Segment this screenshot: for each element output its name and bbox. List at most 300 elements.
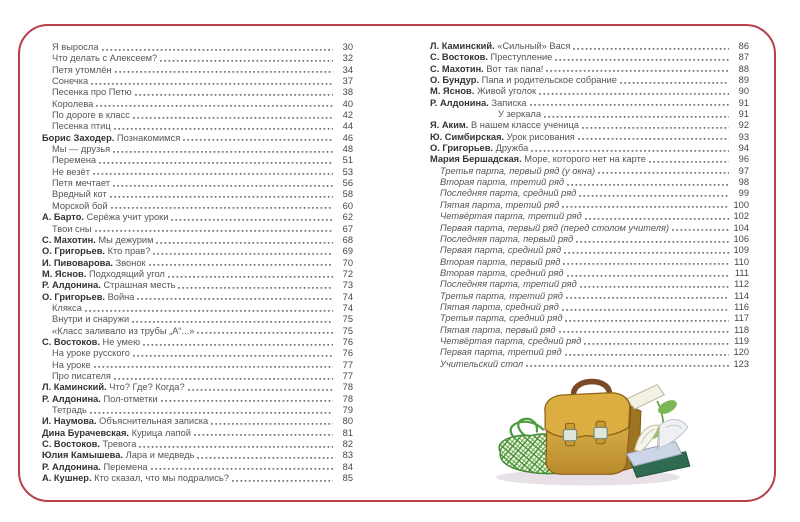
toc-leader-dots: [576, 234, 729, 245]
toc-page-number: 68: [342, 234, 353, 245]
toc-leader-dots: [156, 235, 333, 246]
toc-row: [430, 291, 749, 302]
toc-page-number: 112: [734, 279, 749, 290]
toc-page-number: 90: [738, 86, 749, 97]
toc-page-number: 69: [342, 246, 353, 257]
toc-entry-title: Мы — друзья: [52, 144, 111, 155]
toc-page-number: 110: [734, 256, 749, 267]
toc-leader-dots: [111, 201, 333, 212]
toc-row: [430, 257, 749, 268]
toc-entry-title: Последняя парта, средний ряд: [440, 188, 577, 199]
toc-row: [42, 189, 353, 200]
toc-row: [430, 223, 749, 234]
toc-entry-title: Пятая парта, первый ряд: [440, 324, 556, 335]
toc-entry-title: «Класс заливало из трубы „А“...»: [52, 325, 195, 336]
toc-entry-title: Клякса: [52, 302, 82, 313]
toc-row: [430, 359, 749, 370]
toc-row: [430, 98, 749, 109]
toc-leader-dots: [620, 75, 729, 86]
toc-leader-dots: [90, 405, 333, 416]
toc-page-number: 34: [342, 64, 353, 75]
toc-entry-title: Сонечка: [52, 76, 89, 87]
toc-leader-dots: [85, 303, 333, 314]
toc-entry-title: Что делать с Алексеем?: [52, 53, 158, 64]
toc-left-column: [42, 42, 353, 484]
toc-page-number: 82: [342, 439, 353, 450]
toc-leader-dots: [171, 212, 333, 223]
toc-entry-title: Королева: [52, 98, 94, 109]
toc-leader-dots: [93, 167, 333, 178]
toc-leader-dots: [183, 133, 333, 144]
toc-leader-dots: [562, 302, 729, 313]
toc-page-number: 74: [342, 291, 353, 302]
toc-page-number: 40: [342, 98, 353, 109]
toc-entry-title: Третья парта, третий ряд: [440, 290, 563, 301]
toc-row: [42, 428, 353, 439]
toc-entry-title: Пятая парта, третий ряд: [440, 199, 560, 210]
toc-row: [42, 133, 353, 144]
toc-leader-dots: [573, 41, 729, 52]
toc-leader-dots: [539, 86, 729, 97]
toc-leader-dots: [526, 359, 729, 370]
toc-row: [42, 462, 353, 473]
toc-entry-author: С. Махотин.: [430, 63, 487, 74]
school-satchel-illustration: [486, 372, 700, 490]
toc-entry-author: Р. Алдонина.: [42, 393, 104, 404]
toc-entry-title: И. Пивоварова. Звонок: [42, 257, 146, 268]
toc-leader-dots: [137, 292, 333, 303]
toc-entry-author: А. Кушнер.: [42, 473, 95, 484]
toc-page-number: 118: [734, 324, 749, 335]
toc-entry-title: Мария Бершадская. Море, которого нет на карте: [430, 154, 646, 165]
toc-leader-dots: [530, 98, 729, 109]
toc-entry-author: Л. Каминский.: [42, 382, 110, 393]
toc-entry-author: Ю. Симбирская.: [430, 131, 507, 142]
toc-entry-author: М. Яснов.: [430, 86, 477, 97]
toc-entry-author: Дина Бурачевская.: [42, 427, 132, 438]
toc-entry-title: Первая парта, третий ряд: [440, 347, 562, 358]
toc-row: [430, 41, 749, 52]
toc-entry-title: Ю. Симбирская. Урок рисования: [430, 131, 575, 142]
toc-leader-dots: [672, 223, 729, 234]
toc-page-number: 46: [342, 132, 353, 143]
toc-row: [42, 235, 353, 246]
toc-row: [42, 473, 353, 484]
toc-leader-dots: [567, 177, 729, 188]
toc-row: [430, 302, 749, 313]
toc-entry-title: Вторая парта, средний ряд: [440, 267, 564, 278]
toc-page-number: 93: [738, 131, 749, 142]
toc-entry-title: Дина Бурачевская. Курица лапой: [42, 427, 191, 438]
toc-row: [42, 371, 353, 382]
toc-leader-dots: [115, 65, 333, 76]
toc-page-number: 30: [342, 42, 353, 52]
toc-leader-dots: [232, 473, 333, 484]
toc-entry-title: С. Востоков. Не умею: [42, 336, 141, 347]
toc-page-number: 76: [342, 336, 353, 347]
toc-leader-dots: [113, 178, 333, 189]
toc-entry-title: С. Махотин. Вот так папа!: [430, 63, 544, 74]
toc-entry-title: М. Яснов. Подходящий угол: [42, 268, 165, 279]
toc-entry-author: Мария Бершадская.: [430, 154, 525, 165]
toc-entry-title: Учительский стол: [440, 358, 524, 369]
toc-entry-title: О. Григорьев. Кто прав?: [42, 246, 151, 257]
toc-row: [42, 224, 353, 235]
toc-leader-dots: [178, 280, 333, 291]
toc-row: [42, 42, 353, 53]
toc-page-number: 72: [342, 268, 353, 279]
toc-leader-dots: [149, 258, 333, 269]
toc-leader-dots: [139, 439, 333, 450]
toc-page-number: 44: [342, 121, 353, 132]
toc-row: [430, 166, 749, 177]
toc-row: [430, 211, 749, 222]
toc-entry-author: Борис Заходер.: [42, 132, 117, 143]
toc-row: [430, 86, 749, 97]
toc-entry-title: Я. Аким. В нашем классе ученица: [430, 120, 579, 131]
toc-entry-author: О. Григорьев.: [42, 291, 108, 302]
toc-row: [430, 120, 749, 131]
toc-leader-dots: [188, 382, 333, 393]
toc-page-number: 85: [342, 473, 353, 484]
toc-leader-dots: [578, 132, 729, 143]
toc-entry-title: Вторая парта, первый ряд: [440, 256, 561, 267]
toc-page-number: 89: [738, 75, 749, 86]
toc-leader-dots: [132, 314, 333, 325]
toc-row: [42, 110, 353, 121]
toc-entry-title: Не везёт: [52, 166, 90, 177]
toc-row: [430, 245, 749, 256]
toc-page-number: 79: [342, 405, 353, 415]
toc-leader-dots: [531, 143, 729, 154]
toc-row: [42, 53, 353, 64]
toc-page-number: 37: [342, 76, 353, 87]
book-spread: [18, 24, 776, 502]
toc-leader-dots: [585, 211, 729, 222]
toc-leader-dots: [559, 325, 729, 336]
toc-leader-dots: [113, 144, 333, 155]
toc-entry-title: М. Яснов. Живой уголок: [430, 86, 537, 97]
toc-page-number: 67: [342, 223, 353, 234]
toc-page-number: 38: [342, 87, 353, 98]
toc-page-number: 97: [738, 165, 749, 176]
toc-row: [430, 132, 749, 143]
toc-leader-dots: [133, 110, 333, 121]
toc-entry-author: И. Пивоварова.: [42, 257, 116, 268]
toc-page-number: 42: [342, 110, 353, 121]
toc-entry-title: Четвёртая парта, средний ряд: [440, 335, 582, 346]
toc-page-number: 102: [733, 211, 749, 222]
toc-row: [42, 87, 353, 98]
toc-entry-title: Песенка про Петю: [52, 87, 132, 98]
toc-leader-dots: [565, 347, 729, 358]
toc-entry-author: М. Яснов.: [42, 268, 89, 279]
toc-page-number: 99: [738, 188, 749, 199]
toc-page-number: 94: [738, 143, 749, 154]
toc-page-number: 96: [738, 154, 749, 165]
toc-entry-title: Вторая парта, третий ряд: [440, 177, 565, 188]
toc-entry-title: Пятая парта, средний ряд: [440, 301, 559, 312]
toc-page-number: 74: [342, 302, 353, 313]
toc-page-number: 114: [734, 290, 749, 301]
toc-entry-author: С. Востоков.: [430, 52, 491, 63]
toc-page-number: 58: [342, 189, 353, 200]
toc-row: [430, 268, 749, 279]
toc-row: [42, 450, 353, 461]
toc-entry-title: Последняя парта, третий ряд: [440, 279, 577, 290]
toc-row: [430, 234, 749, 245]
toc-row: [42, 246, 353, 257]
toc-page-number: 83: [342, 450, 353, 461]
toc-page-number: 62: [342, 212, 353, 223]
toc-leader-dots: [555, 52, 729, 63]
toc-page-number: 56: [342, 178, 353, 189]
toc-leader-dots: [544, 109, 729, 120]
toc-row: [42, 405, 353, 416]
toc-row: [42, 269, 353, 280]
toc-entry-title: С. Махотин. Мы дежурим: [42, 234, 154, 245]
toc-row: [42, 394, 353, 405]
toc-leader-dots: [194, 428, 333, 439]
toc-row: [42, 201, 353, 212]
toc-leader-dots: [133, 348, 333, 359]
toc-leader-dots: [114, 121, 333, 132]
toc-page-number: 70: [342, 257, 353, 268]
toc-leader-dots: [564, 245, 729, 256]
toc-entry-author: С. Востоков.: [42, 336, 103, 347]
toc-row: [430, 154, 749, 165]
toc-row: [42, 348, 353, 359]
toc-row: [430, 279, 749, 290]
toc-leader-dots: [143, 337, 333, 348]
toc-entry-title: О. Бундур. Папа и родительское собрание: [430, 75, 617, 86]
toc-entry-title: А. Кушнер. Кто сказал, что мы подрались?: [42, 473, 229, 484]
toc-page-number: 86: [738, 41, 749, 51]
toc-leader-dots: [94, 360, 333, 371]
toc-row: [42, 167, 353, 178]
toc-entry-author: Р. Алдонина.: [42, 461, 104, 472]
toc-leader-dots: [153, 246, 333, 257]
toc-row: [42, 292, 353, 303]
toc-page-number: 77: [342, 370, 353, 381]
toc-leader-dots: [160, 53, 333, 64]
toc-entry-title: Первая парта, первый ряд (перед столом учителя): [440, 222, 670, 233]
toc-entry-title: Р. Алдонина. Перемена: [42, 461, 148, 472]
toc-row: [42, 155, 353, 166]
toc-leader-dots: [546, 64, 729, 75]
toc-leader-dots: [566, 291, 729, 302]
toc-entry-title: По дороге в класс: [52, 110, 130, 121]
toc-page-number: 119: [734, 335, 749, 346]
toc-page-number: 51: [342, 155, 353, 166]
toc-page-number: 78: [342, 382, 353, 393]
toc-entry-author: Р. Алдонина.: [430, 97, 492, 108]
toc-leader-dots: [579, 188, 729, 199]
toc-row: [430, 200, 749, 211]
toc-leader-dots: [161, 394, 333, 405]
toc-leader-dots: [649, 154, 729, 165]
toc-page-number: 92: [738, 120, 749, 131]
toc-entry-title: Петя мечтает: [52, 178, 110, 189]
toc-leader-dots: [99, 155, 333, 166]
toc-row: [42, 314, 353, 325]
toc-row: [430, 109, 749, 120]
toc-leader-dots: [197, 450, 333, 461]
toc-page-number: 87: [738, 52, 749, 63]
toc-entry-title: Четвёртая парта, третий ряд: [440, 211, 582, 222]
toc-entry-author: Я. Аким.: [430, 120, 471, 131]
toc-entry-title: Про писателя: [52, 370, 111, 381]
toc-page-number: 73: [342, 280, 353, 291]
toc-page-number: 104: [733, 222, 749, 233]
toc-entry-title: Л. Каминский. Что? Где? Когда?: [42, 382, 185, 393]
toc-entry-author: О. Григорьев.: [42, 246, 108, 257]
toc-entry-title: На уроке: [52, 359, 91, 370]
toc-page-number: 91: [738, 97, 749, 108]
toc-leader-dots: [563, 257, 729, 268]
toc-entry-title: Перемена: [52, 155, 97, 166]
toc-entry-title: Р. Алдонина. Страшная месть: [42, 280, 176, 291]
toc-entry-title: И. Наумова. Объяснительная записка: [42, 416, 209, 427]
toc-page-number: 60: [342, 200, 353, 211]
toc-page-number: 91: [738, 109, 749, 120]
toc-leader-dots: [135, 87, 333, 98]
toc-leader-dots: [151, 462, 333, 473]
toc-entry-title: Третья парта, средний ряд: [440, 313, 563, 324]
toc-leader-dots: [168, 269, 333, 280]
toc-page-number: 81: [342, 427, 353, 438]
toc-leader-dots: [96, 99, 333, 110]
toc-leader-dots: [197, 326, 333, 337]
toc-row: [430, 336, 749, 347]
toc-page-number: 109: [733, 245, 749, 256]
toc-row: [430, 325, 749, 336]
toc-row: [42, 280, 353, 291]
toc-row: [430, 75, 749, 86]
toc-entry-title: Петя утомлён: [52, 64, 112, 75]
toc-row: [430, 64, 749, 75]
toc-row: [430, 347, 749, 358]
toc-entry-title: О. Григорьев. Война: [42, 291, 135, 302]
toc-entry-author: С. Махотин.: [42, 234, 99, 245]
toc-row: [42, 326, 353, 337]
toc-row: [430, 52, 749, 63]
toc-leader-dots: [114, 371, 333, 382]
toc-leader-dots: [211, 416, 333, 427]
toc-entry-title: Тетрадь: [52, 405, 87, 415]
toc-page-number: 123: [733, 358, 749, 369]
toc-entry-author: С. Востоков.: [42, 439, 103, 450]
toc-row: [42, 303, 353, 314]
toc-entry-title: Я выросла: [52, 42, 99, 52]
toc-page-number: 116: [734, 301, 749, 312]
toc-entry-author: Юлия Камышева.: [42, 450, 126, 461]
toc-row: [42, 337, 353, 348]
toc-page-number: 75: [342, 325, 353, 336]
toc-entry-title: Р. Алдонина. Записка: [430, 97, 527, 108]
toc-entry-title: С. Востоков. Тревога: [42, 439, 137, 450]
toc-entry-author: А. Барто.: [42, 212, 87, 223]
toc-page-number: 117: [734, 313, 749, 324]
toc-entry-title: На уроке русского: [52, 348, 130, 359]
toc-entry-title: Л. Каминский. «Сильный» Вася: [430, 41, 571, 51]
toc-entry-author: Л. Каминский.: [430, 41, 498, 51]
toc-page-number: 100: [733, 199, 749, 210]
toc-right-column: [430, 41, 749, 370]
toc-page-number: 98: [738, 177, 749, 188]
toc-entry-title: Последняя парта, первый ряд: [440, 233, 574, 244]
toc-entry-author: О. Бундур.: [430, 75, 482, 86]
toc-row: [430, 143, 749, 154]
toc-entry-title: Первая парта, средний ряд: [440, 245, 562, 256]
toc-row: [430, 188, 749, 199]
toc-leader-dots: [598, 166, 729, 177]
toc-page-number: 120: [733, 347, 749, 358]
toc-row: [42, 360, 353, 371]
toc-row: [42, 382, 353, 393]
toc-leader-dots: [95, 224, 333, 235]
toc-row: [42, 439, 353, 450]
toc-leader-dots: [582, 120, 729, 131]
toc-entry-title: С. Востоков. Преступление: [430, 52, 553, 63]
toc-leader-dots: [102, 42, 333, 53]
toc-page-number: 111: [734, 267, 749, 278]
toc-page-number: 77: [342, 359, 353, 370]
toc-page-number: 80: [342, 416, 353, 427]
toc-row: [42, 121, 353, 132]
toc-page-number: 88: [738, 63, 749, 74]
toc-entry-title: Юлия Камышева. Лара и медведь: [42, 450, 195, 461]
toc-entry-author: И. Наумова.: [42, 416, 100, 427]
toc-page-number: 84: [342, 461, 353, 472]
toc-page-number: 48: [342, 144, 353, 155]
toc-row: [430, 177, 749, 188]
toc-entry-title: Песенка птиц: [52, 121, 111, 132]
toc-leader-dots: [567, 268, 729, 279]
toc-entry-title: Р. Алдонина. Пол-отметки: [42, 393, 158, 404]
toc-row: [42, 416, 353, 427]
toc-page-number: 106: [733, 233, 749, 244]
toc-row: [42, 144, 353, 155]
toc-entry-title: Третья парта, первый ряд (у окна): [440, 165, 596, 176]
toc-row: [42, 65, 353, 76]
toc-entry-title: Вредный кот: [52, 189, 107, 200]
toc-page-number: 53: [342, 166, 353, 177]
toc-page-number: 32: [342, 53, 353, 64]
toc-row: [42, 258, 353, 269]
toc-page-number: 78: [342, 393, 353, 404]
toc-entry-title: У зеркала: [498, 109, 542, 120]
toc-row: [42, 212, 353, 223]
toc-entry-title: О. Григорьев. Дружба: [430, 143, 529, 154]
toc-entry-title: Внутри и снаружи: [52, 314, 130, 325]
toc-entry-title: Твои сны: [52, 223, 92, 234]
toc-leader-dots: [565, 313, 729, 324]
toc-leader-dots: [91, 76, 333, 87]
toc-entry-author: Р. Алдонина.: [42, 280, 104, 291]
toc-entry-title: А. Барто. Серёжа учит уроки: [42, 212, 169, 223]
toc-leader-dots: [110, 189, 333, 200]
toc-leader-dots: [580, 279, 729, 290]
toc-leader-dots: [584, 336, 729, 347]
toc-row: [42, 178, 353, 189]
toc-page-number: 75: [342, 314, 353, 325]
toc-row: [42, 99, 353, 110]
toc-row: [430, 313, 749, 324]
toc-entry-author: О. Григорьев.: [430, 143, 496, 154]
toc-leader-dots: [562, 200, 729, 211]
toc-row: [42, 76, 353, 87]
